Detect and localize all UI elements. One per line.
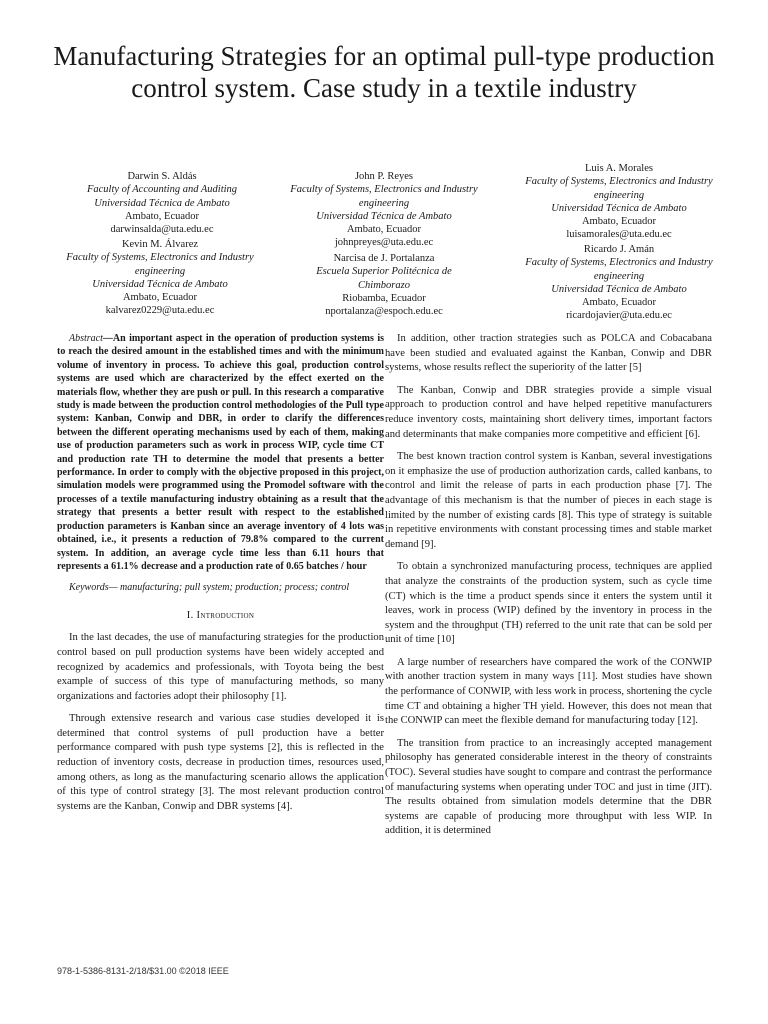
author-university: Universidad Técnica de Ambato	[94, 197, 230, 209]
author-university: Universidad Técnica de Ambato	[316, 210, 452, 222]
author-email: darwinsalda@uta.edu.ec	[110, 224, 214, 236]
author-affiliation: Faculty of Systems, Electronics and Industry engineering	[525, 257, 713, 282]
author-block	[520, 162, 718, 242]
paragraph: The best known traction control system is Kanban, several investigations on it emphasize the use of production authorization cards, called kanbans, to control and limit the release of parts in each production phase [7]. The advantage of this mechanism is that the number of pieces in each stage is limited by the number of existing cards [8]. This type of strategy is suitable in repetitive environments with constant processing times and stable market demand [9].	[385, 451, 712, 550]
author-affiliation: Faculty of Systems, Electronics and Industry engineering	[525, 176, 713, 201]
author-block	[290, 252, 478, 318]
author-university: Universidad Técnica de Ambato	[551, 283, 687, 295]
abstract-label: Abstract	[69, 333, 103, 344]
copyright-footer: 978-1-5386-8131-2/18/$31.00 ©2018 IEEE	[57, 966, 229, 976]
author-name: Luis A. Morales	[585, 163, 653, 174]
author-location: Ambato, Ecuador	[346, 224, 422, 236]
keywords: Keywords— manufacturing; pull system; production; process; control	[69, 582, 350, 594]
author-location: Ambato, Ecuador	[124, 210, 200, 222]
author-email: johnpreyes@uta.edu.ec	[334, 237, 434, 249]
left-column	[57, 332, 384, 822]
author-block	[52, 170, 272, 236]
paragraph: Through extensive research and various case studies developed it is determined that control systems of pull production have a better performance compared with push type systems [2], this is reflected in the reduction of inventory costs, decrease in production times, resources used, among others, as long as the manufacturing scenario allows the application of this type of control strategy [3]. The most relevant production control systems are the Kanban, Conwip and DBR systems [4].	[57, 713, 384, 812]
paragraph: In addition, other traction strategies such as POLCA and Cobacabana have been studied and evaluated against the Kanban, Conwip and DBR systems, whose results reflect the superiority of the latter [5]	[385, 333, 712, 374]
paragraph: The transition from practice to an increasingly accepted management philosophy has generated considerable interest in the theory of constraints (TOC). Several studies have sought to compare and contrast the performance of manufacturing systems when operating under TOC and just in time (JIT). The results obtained from simulation models determine that the DBR systems are capable of producing more throughput with less WIP. In addition, it is determined	[385, 737, 712, 837]
author-block	[285, 170, 483, 250]
author-location: Ambato, Ecuador	[122, 292, 198, 304]
author-university: Universidad Técnica de Ambato	[92, 278, 228, 290]
abstract	[57, 332, 384, 573]
author-name: Narcisa de J. Portalanza	[333, 253, 435, 264]
author-name: John P. Reyes	[354, 171, 414, 182]
author-location: Riobamba, Ecuador	[342, 292, 426, 304]
author-email: kalvarez0229@uta.edu.ec	[105, 305, 215, 317]
author-affiliation: Faculty of Systems, Electronics and Industry engineering	[66, 252, 254, 277]
paper-title: Manufacturing Strategies for an optimal pull-type production control system. Case study in a textile industry	[53, 41, 715, 103]
author-affiliation: Faculty of Systems, Electronics and Industry engineering	[290, 184, 478, 209]
author-affiliation: Faculty of Accounting and Auditing	[86, 184, 238, 196]
author-location: Ambato, Ecuador	[581, 216, 657, 228]
author-block	[60, 238, 260, 318]
section-heading: I. Introduction	[186, 609, 255, 621]
author-email: ricardojavier@uta.edu.ec	[566, 310, 672, 322]
author-location: Ambato, Ecuador	[581, 297, 657, 309]
author-name: Darwin S. Aldás	[127, 171, 197, 182]
paragraph: A large number of researchers have compared the work of the CONWIP with another traction system in many ways [11]. Most studies have shown the performance of CONWIP, with less work in process, shortening the cycle time CT and obtaining a higher TH yield. However, this does not mean that the CONWIP can meet the flexible demand for manufacturing today [12].	[385, 656, 712, 727]
author-name: Ricardo J. Amán	[583, 244, 655, 255]
author-affiliation: Escuela Superior Politécnica de Chimborazo	[316, 266, 452, 291]
author-university: Universidad Técnica de Ambato	[551, 202, 687, 214]
author-name: Kevin M. Álvarez	[121, 239, 199, 250]
author-block	[520, 243, 718, 323]
author-email: nportalanza@espoch.edu.ec	[325, 306, 443, 318]
paragraph: In the last decades, the use of manufacturing strategies for the production control based on pull production systems have been widely accepted and recognized by academics and professionals, with Toyota being the best example of success of this type of manufacturing methods, so many organizations and factories adopt their philosophy [1].	[57, 632, 384, 702]
abstract-text: —An important aspect in the operation of production systems is to reach the desired amount in the established times and with the minimum volume of inventory in process. To achieve this goal, production control systems are used which are characterized by the effect exerted on the materials flow, whether they are push or pull. In this research a comparative study is made between the production control methodologies of the Pull type system: Kanban, Conwip and DBR, in order to clarify the differences between the different operating mechanisms used by each of them, making use of production parameters such as work in process WIP, cycle time CT and production rate TH to determine the model that presents a better performance. In order to comply with the objective proposed in this project, simulation models were programmed using the Promodel software with the processes of a textile manufacturing industry obtaining as a result that the strategy that presents a better result with respect to the established production parameters is Kanban since an average inventory of 4 lots was obtained, i.e., it presents a reduction of 79.8% compared to the current system. In addition, an average cycle time less than 6.11 hours that represents a 61.1% decrease and a production rate of 0.65 batches / hour	[57, 333, 384, 572]
author-email: luisamorales@uta.edu.ec	[566, 229, 672, 241]
right-column	[385, 332, 712, 847]
paragraph: To obtain a synchronized manufacturing process, techniques are applied that analyze the constraints of the production system, such as cycle time (CT) which is the time a product spends since it enters the system until it leaves, work in process (WIP) defined by the inventory in process in the system and the throughput (TH) referred to the unit rate that can be sold per unit of time [10]	[385, 561, 712, 646]
paragraph: The Kanban, Conwip and DBR strategies provide a simple visual approach to production control and have helped repetitive manufacturers reduce inventory costs, maintaining short delivery times, important factors and determinants that make companies more competitive and efficient [6].	[385, 384, 712, 440]
